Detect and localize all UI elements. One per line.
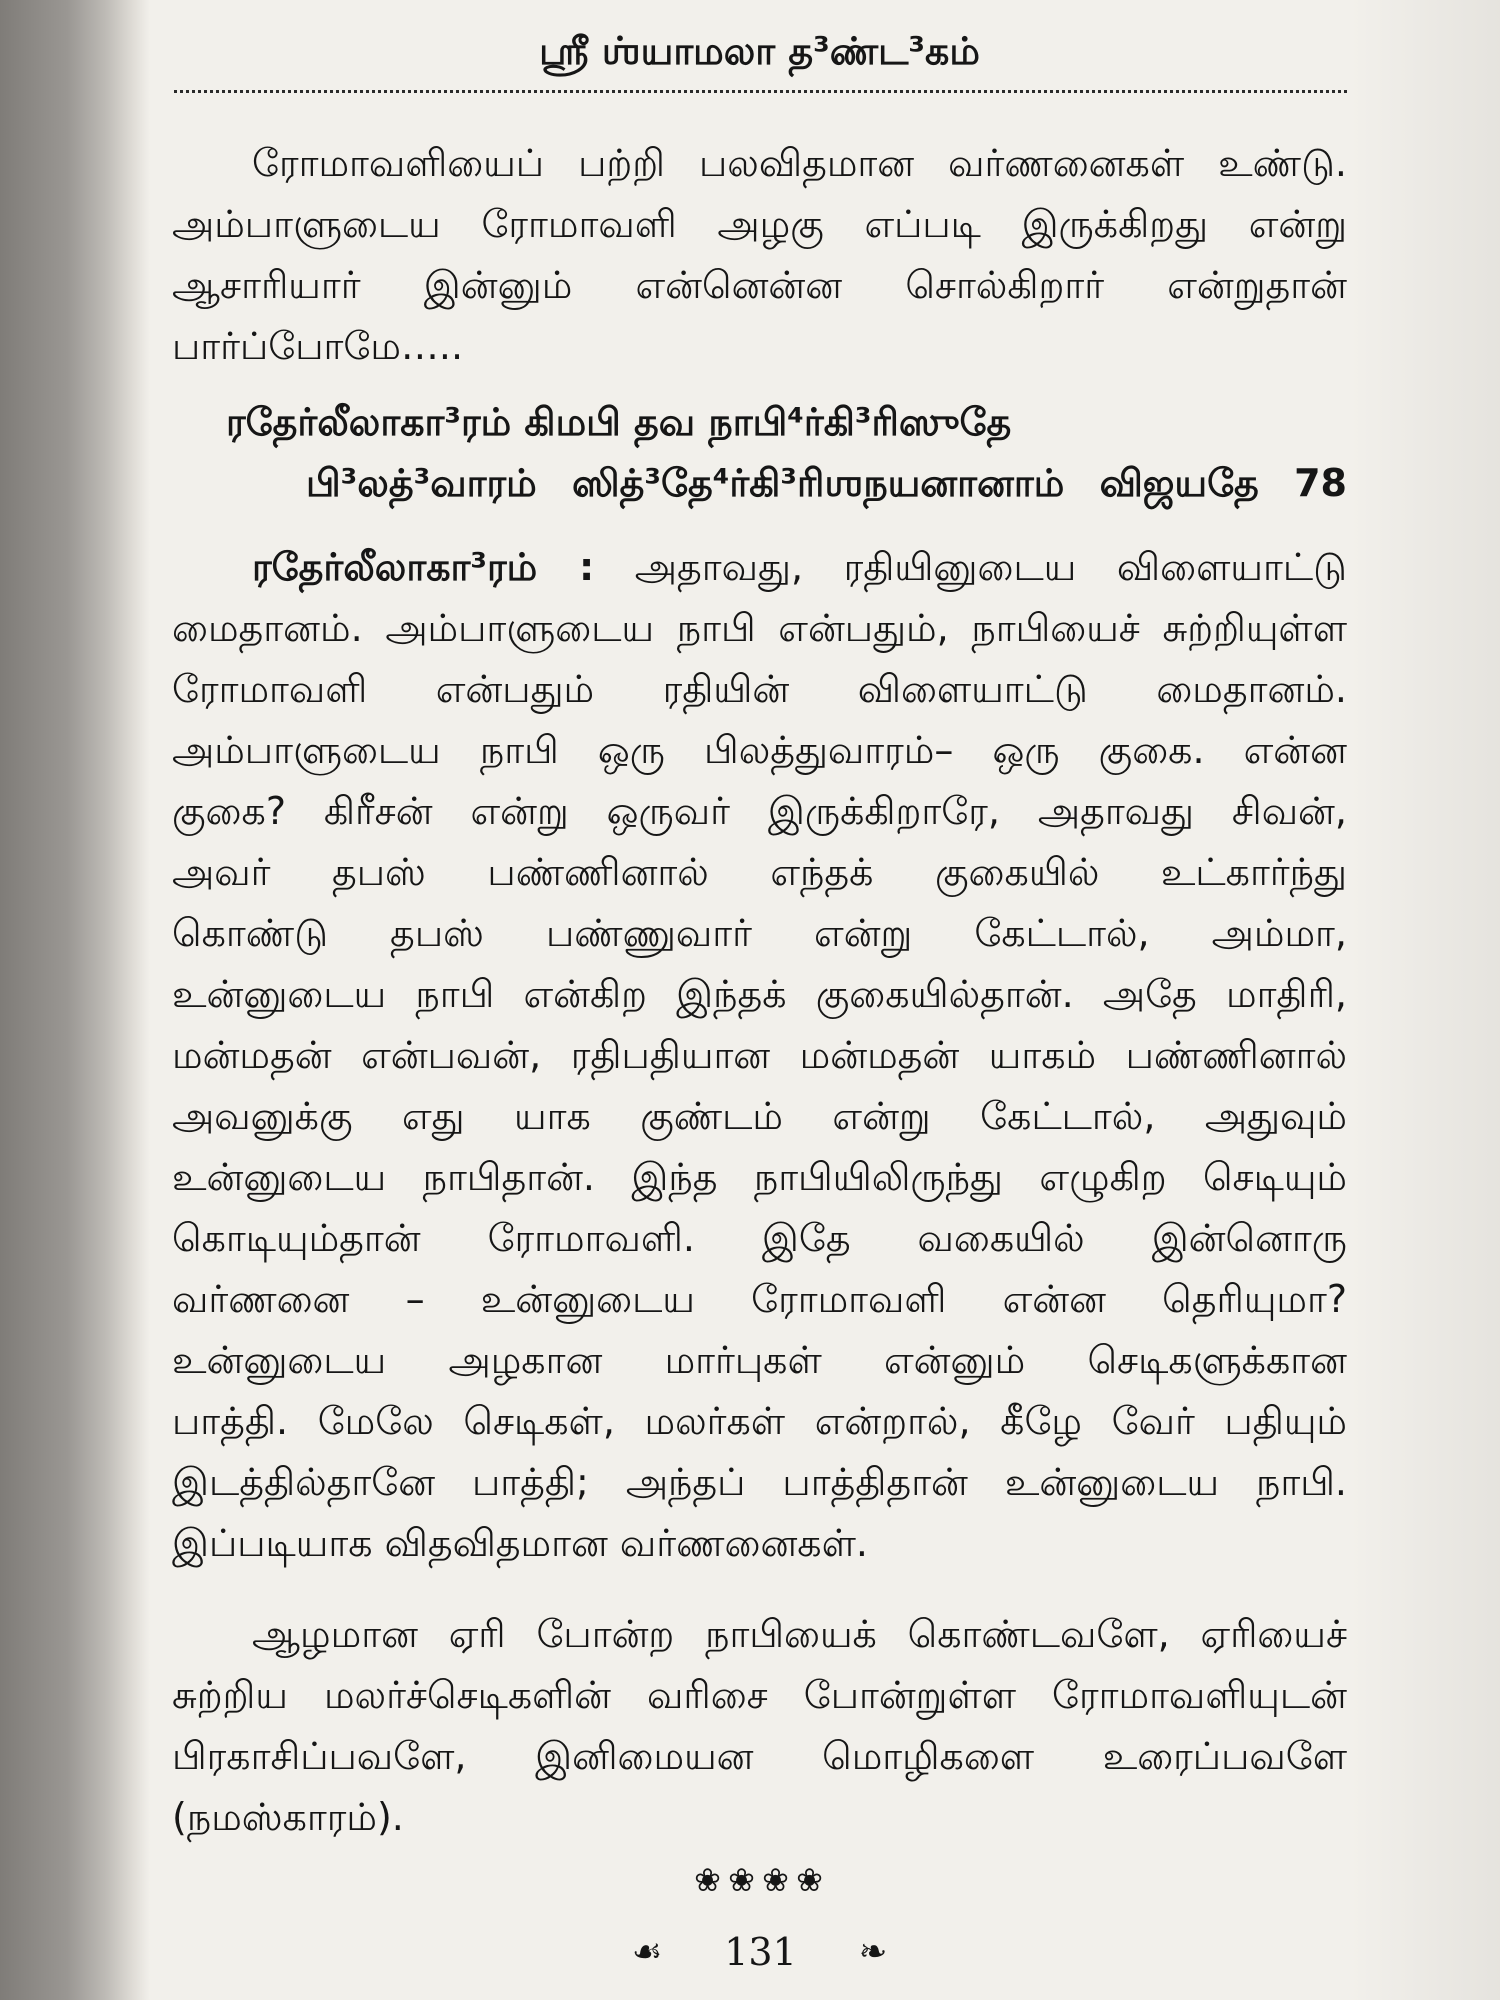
text-line: அவர் தபஸ் பண்ணினால் எந்தக் குகையில் உட்கார்ந்து <box>172 850 1347 894</box>
verse-line-1: ரதேர்லீலாகா³ரம் கிமபி தவ நாபி⁴ர்கி³ரிஸுதே <box>226 400 1012 444</box>
paragraph-1 <box>172 133 1347 377</box>
sanskrit-verse <box>172 392 1347 514</box>
text-line: சுற்றிய மலர்ச்செடிகளின் வரிசை போன்றுள்ள ரோமாவளியுடன் <box>172 1673 1347 1717</box>
text-line: மன்மதன் என்பவன், ரதிபதியான மன்மதன் யாகம் பண்ணினால் <box>172 1033 1347 1077</box>
text-line: அம்பாளுடைய ரோமாவளி அழகு எப்படி இருக்கிறது என்று <box>172 202 1347 246</box>
text-line: ரோமாவளி என்பதும் ரதியின் விளையாட்டு மைதானம். <box>172 667 1347 711</box>
text-line: பிரகாசிப்பவளே, இனிமையன மொழிகளை உரைப்பவளே <box>172 1734 1347 1778</box>
flower-ornament-icon: ❀ <box>728 1861 757 1899</box>
header-dotted-divider <box>174 90 1347 93</box>
text-line: அம்பாளுடைய நாபி ஒரு பிலத்துவாரம்– ஒரு குகை. என்ன <box>172 728 1347 772</box>
running-header: ஸ்ரீ ஶ்யாமலா த³ண்ட³கம் <box>539 29 980 73</box>
text-line: உன்னுடைய நாபிதான். இந்த நாபியிலிருந்து எழுகிற செடியும் <box>172 1155 1347 1199</box>
section-divider <box>172 1858 1347 1902</box>
text-line: அவனுக்கு எது யாக குண்டம் என்று கேட்டால், அதுவும் <box>172 1094 1347 1138</box>
leaf-ornament-icon: ❧ <box>858 1932 888 1972</box>
text-line: வர்ணனை – உன்னுடைய ரோமாவளி என்ன தெரியுமா? <box>172 1277 1347 1321</box>
verse-number: 78 <box>1294 461 1347 505</box>
page-edge-shade <box>1350 0 1500 2000</box>
text-line: கொடியும்தான் ரோமாவளி. இதே வகையில் இன்னொரு <box>172 1216 1347 1260</box>
text-line-rest: அதாவது, ரதியினுடைய விளையாட்டு <box>634 545 1347 589</box>
text-line: உன்னுடைய நாபி என்கிற இந்தக் குகையில்தான். அதே மாதிரி, <box>172 972 1347 1016</box>
paragraph-3 <box>172 1604 1347 1848</box>
flower-ornament-icon: ❀ <box>796 1861 825 1899</box>
text-line: கொண்டு தபஸ் பண்ணுவார் என்று கேட்டால், அம்மா, <box>172 911 1347 955</box>
text-line: இடத்தில்தானே பாத்தி; அந்தப் பாத்திதான் உன்னுடைய நாபி. <box>172 1460 1347 1504</box>
verse-line-2-text: பி³லத்³வாரம் ஸித்³தே⁴ர்கி³ரிஶநயனானாம் விஜயதே <box>306 461 1259 505</box>
text-line: பாத்தி. மேலே செடிகள், மலர்கள் என்றால், கீழே வேர் பதியும் <box>172 1399 1347 1443</box>
page-number: 131 <box>724 1930 797 1974</box>
flower-ornament-icon: ❀ <box>694 1861 723 1899</box>
text-line: பார்ப்போமே….. <box>172 324 464 368</box>
lead-term: ரதேர்லீலாகா³ரம் : <box>252 545 595 589</box>
page-footer <box>172 1926 1347 1978</box>
text-line: குகை? கிரீசன் என்று ஒருவர் இருக்கிறாரே, அதாவது சிவன், <box>172 789 1347 833</box>
text-line: (நமஸ்காரம்). <box>172 1795 404 1839</box>
text-line: ஆசாரியார் இன்னும் என்னென்ன சொல்கிறார் என்றுதான் <box>172 263 1347 307</box>
text-line: ரோமாவளியைப் பற்றி பலவிதமான வர்ணனைகள் உண்டு. <box>252 141 1347 185</box>
text-line: ஆழமான ஏரி போன்ற நாபியைக் கொண்டவளே, ஏரியைச் <box>252 1612 1347 1656</box>
verse-line-2 <box>172 453 1347 514</box>
binding-shadow <box>0 0 150 2000</box>
leaf-ornament-icon: ☙ <box>631 1932 663 1972</box>
text-line <box>172 537 1347 598</box>
flower-ornament-icon: ❀ <box>762 1861 791 1899</box>
text-line: உன்னுடைய அழகான மார்புகள் என்னும் செடிகளுக்கான <box>172 1338 1347 1382</box>
text-line: மைதானம். அம்பாளுடைய நாபி என்பதும், நாபியைச் சுற்றியுள்ள <box>172 606 1347 650</box>
text-line: இப்படியாக விதவிதமான வர்ணனைகள். <box>172 1521 868 1565</box>
paragraph-2 <box>172 537 1347 1574</box>
